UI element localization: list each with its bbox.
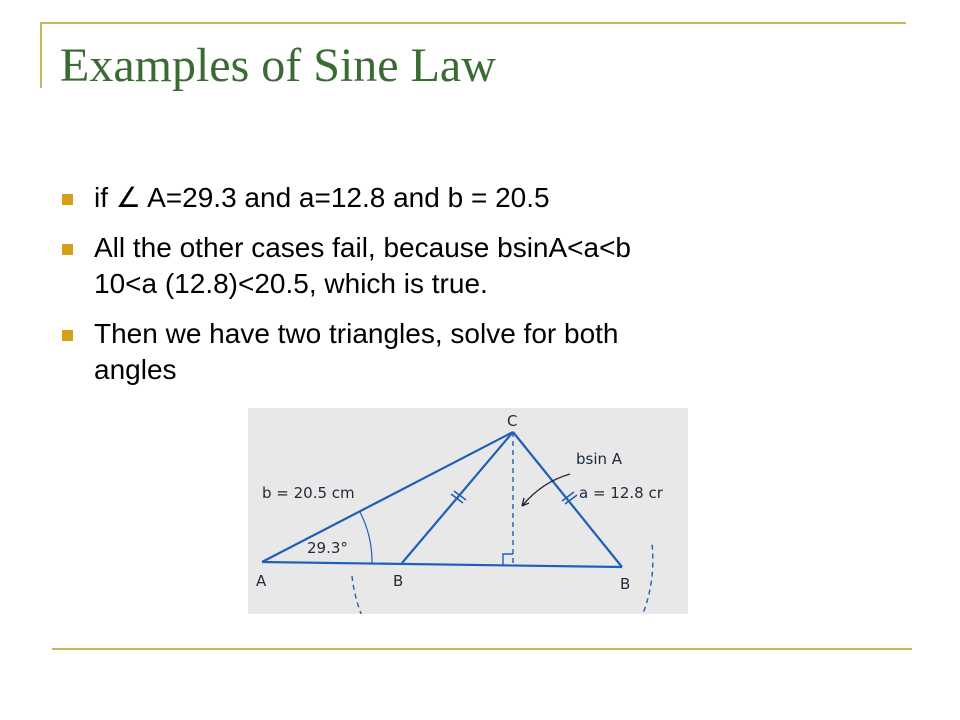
bullet-text: 10<a (12.8)<20.5, which is true. xyxy=(94,268,488,299)
bottom-rule xyxy=(52,648,912,650)
top-rule xyxy=(40,22,906,24)
bullet-text: if ∠ A=29.3 and a=12.8 and b = 20.5 xyxy=(94,182,550,213)
vertex-b-near-label: B xyxy=(393,572,404,590)
bullet-list xyxy=(60,180,880,402)
bullet-text: All the other cases fail, because bsinA<a<b xyxy=(94,232,632,263)
square-bullet-icon xyxy=(62,244,73,255)
vertex-c-label: C xyxy=(507,412,518,430)
vertex-b-far-label: B xyxy=(620,575,631,593)
triangle-diagram xyxy=(248,408,688,614)
triangle-figure xyxy=(248,408,688,614)
square-bullet-icon xyxy=(62,194,73,205)
angle-label: 29.3° xyxy=(307,539,348,557)
side-b-label: b = 20.5 cm xyxy=(262,484,355,502)
bullet-item-2 xyxy=(60,230,880,302)
bullet-item-3 xyxy=(60,316,880,388)
left-rule xyxy=(40,22,42,88)
side-a-label: a = 12.8 cr xyxy=(579,484,663,502)
bullet-text: angles xyxy=(94,354,177,385)
height-label: bsin A xyxy=(576,450,623,468)
bullet-text: Then we have two triangles, solve for both xyxy=(94,318,619,349)
bullet-item-1 xyxy=(60,180,880,216)
slide-title: Examples of Sine Law xyxy=(60,39,496,92)
vertex-a-label: A xyxy=(256,572,267,590)
square-bullet-icon xyxy=(62,330,73,341)
